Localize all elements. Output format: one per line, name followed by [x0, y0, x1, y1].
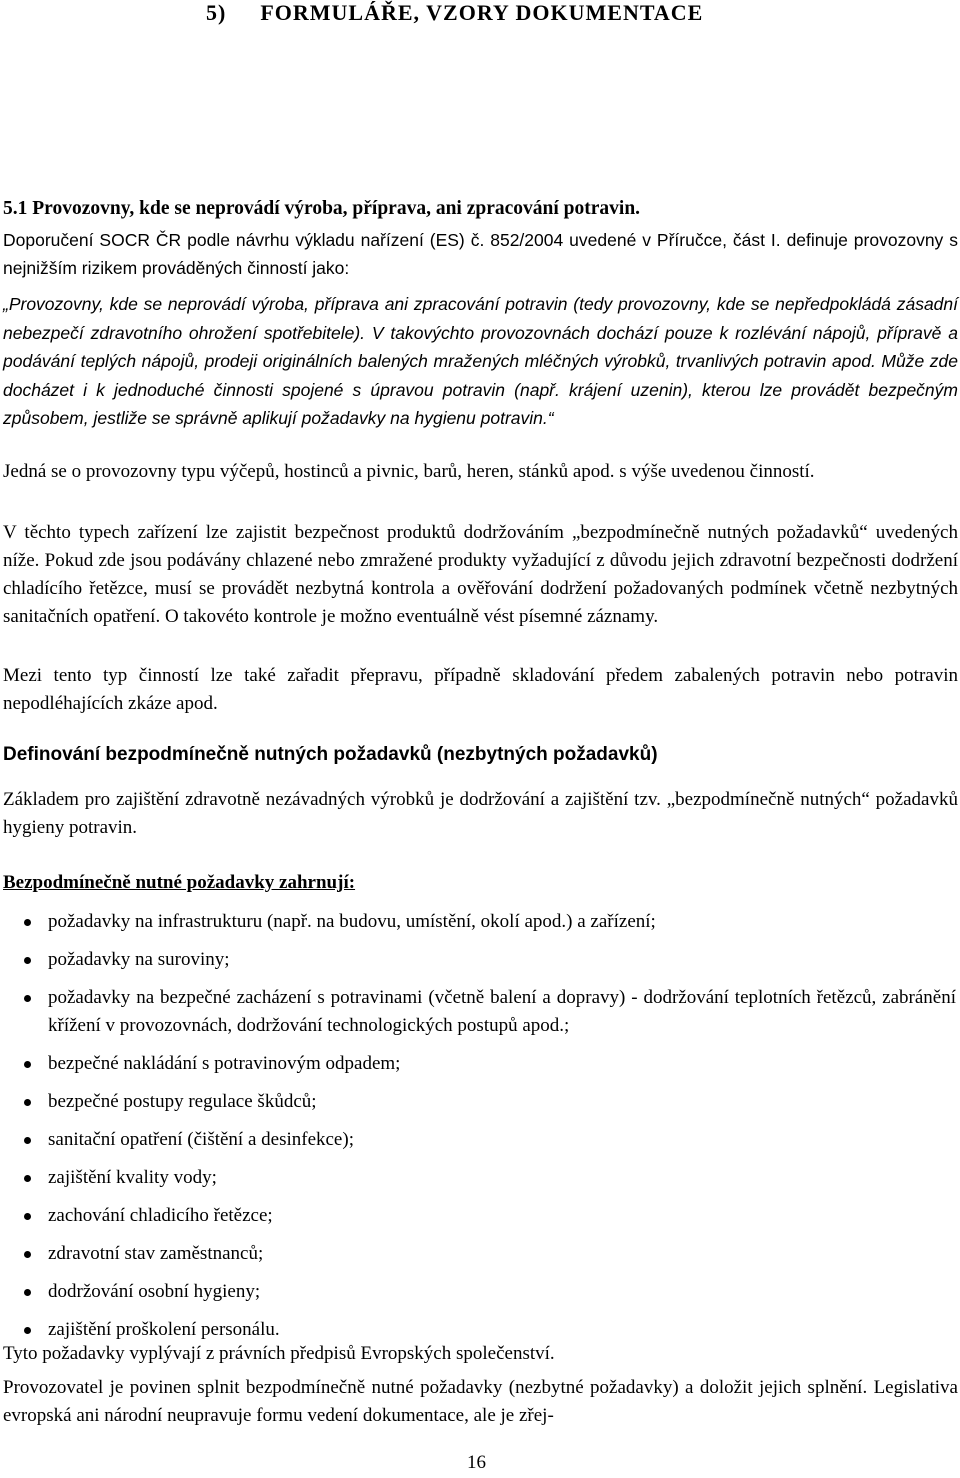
chapter-title	[206, 0, 703, 26]
chapter-title-text: FORMULÁŘE, VZORY DOKUMENTACE	[260, 0, 704, 25]
requirements-heading: Bezpodmínečně nutné požadavky zahrnují:	[3, 872, 356, 893]
definition-text: Základem pro zajištění zdravotně nezávadných výrobků je dodržování a zajištění tzv. „bezpodmínečně nutných“ požadavků hygieny potravin.	[3, 789, 958, 838]
list-item	[0, 1278, 960, 1306]
bullet-icon	[24, 995, 31, 1002]
list-item-text: bezpečné postupy regulace škůdců;	[48, 1091, 317, 1112]
list-item	[0, 1240, 960, 1268]
requirements-list	[0, 908, 960, 1344]
bullet-icon	[24, 1099, 31, 1106]
list-item-text: zajištění kvality vody;	[48, 1167, 217, 1188]
intro-recommendation: Doporučení SOCR ČR podle návrhu výkladu nařízení (ES) č. 852/2004 uvedené v Příručce, část I. definuje provozovny s nejnižším rizikem prováděných činností jako:	[3, 230, 958, 278]
bullet-icon	[24, 1061, 31, 1068]
intro-quote: „Provozovny, kde se neprovádí výroba, příprava ani zpracování potravin (tedy provozovny, kde se nepředpokládá zásadní nebezpečí zdravotního ohrožení spotřebitele). V takovýchto provozovnách dochází pouze k rozlévání nápojů, přípravě a podávání teplých nápojů, prodeji originálních balených mražených mléčných výrobků, trvanlivých potravin apod. Může zde docházet i k jednoduché činnosti spojené s úpravou potravin (např. krájení uzenin), kterou lze provádět bezpečným způsobem, jestliže se správně aplikují požadavky na hygienu potravin.“	[3, 294, 958, 428]
bullet-icon	[24, 919, 31, 926]
list-item-text: požadavky na bezpečné zacházení s potravinami (včetně balení a dopravy) - dodržování teplotních řetězců, zabránění křížení v provozovnách, dodržování technologických postupů apod.;	[48, 987, 956, 1036]
paragraph-establishment-types: Jedná se o provozovny typu výčepů, hostinců a pivnic, barů, heren, stánků apod. s výše uvedenou činností.	[3, 461, 815, 482]
bullet-icon	[24, 1137, 31, 1144]
definition-heading: Definování bezpodmínečně nutných požadavků (nezbytných požadavků)	[3, 744, 658, 765]
bullet-icon	[24, 1289, 31, 1296]
list-item	[0, 1126, 960, 1154]
bullet-icon	[24, 957, 31, 964]
page-number: 16	[467, 1452, 486, 1473]
list-item-text: zajištění proškolení personálu.	[48, 1319, 280, 1340]
list-item	[0, 1164, 960, 1192]
bullet-icon	[24, 1327, 31, 1334]
bullet-icon	[24, 1175, 31, 1182]
list-item	[0, 946, 960, 974]
list-item	[0, 1050, 960, 1078]
closing-paragraph-obligation: Provozovatel je povinen splnit bezpodmínečně nutné požadavky (nezbytné požadavky) a doložit jejich splnění. Legislativa evropská ani národní neupravuje formu vedení dokumentace, ale je zřej-	[3, 1377, 958, 1426]
paragraph-transport-storage: Mezi tento typ činností lze také zařadit přepravu, případně skladování předem zabalených potravin nebo potravin nepodléhajících zkáze apod.	[3, 665, 958, 714]
chapter-number: 5)	[206, 0, 227, 25]
list-item-text: bezpečné nakládání s potravinovým odpadem;	[48, 1053, 401, 1074]
bullet-icon	[24, 1213, 31, 1220]
list-item-text: dodržování osobní hygieny;	[48, 1281, 261, 1302]
list-item-text: požadavky na suroviny;	[48, 949, 230, 970]
list-item	[0, 908, 960, 936]
list-item	[0, 984, 960, 1040]
section-title: 5.1 Provozovny, kde se neprovádí výroba, příprava, ani zpracování potravin.	[3, 198, 641, 219]
paragraph-safety-requirements: V těchto typech zařízení lze zajistit bezpečnost produktů dodržováním „bezpodmínečně nutných požadavků“ uvedených níže. Pokud zde jsou podávány chlazené nebo zmražené produkty vyžadující z důvodu jejich zdravotní bezpečnosti dodržení chladícího řetězce, musí se provádět nezbytná kontrola a ověřování dodržení požadovaných podmínek včetně nezbytných sanitačních opatření. O takovéto kontrole je možno eventuálně vést písemné záznamy.	[3, 522, 958, 627]
list-item-text: požadavky na infrastrukturu (např. na budovu, umístění, okolí apod.) a zařízení;	[48, 911, 656, 932]
list-item-text: zachování chladicího řetězce;	[48, 1205, 273, 1226]
bullet-icon	[24, 1251, 31, 1258]
closing-paragraph-origin: Tyto požadavky vyplývají z právních předpisů Evropských společenství.	[3, 1343, 555, 1364]
list-item-text: sanitační opatření (čištění a desinfekce);	[48, 1129, 354, 1150]
list-item	[0, 1202, 960, 1230]
list-item-text: zdravotní stav zaměstnanců;	[48, 1243, 264, 1264]
list-item	[0, 1088, 960, 1116]
